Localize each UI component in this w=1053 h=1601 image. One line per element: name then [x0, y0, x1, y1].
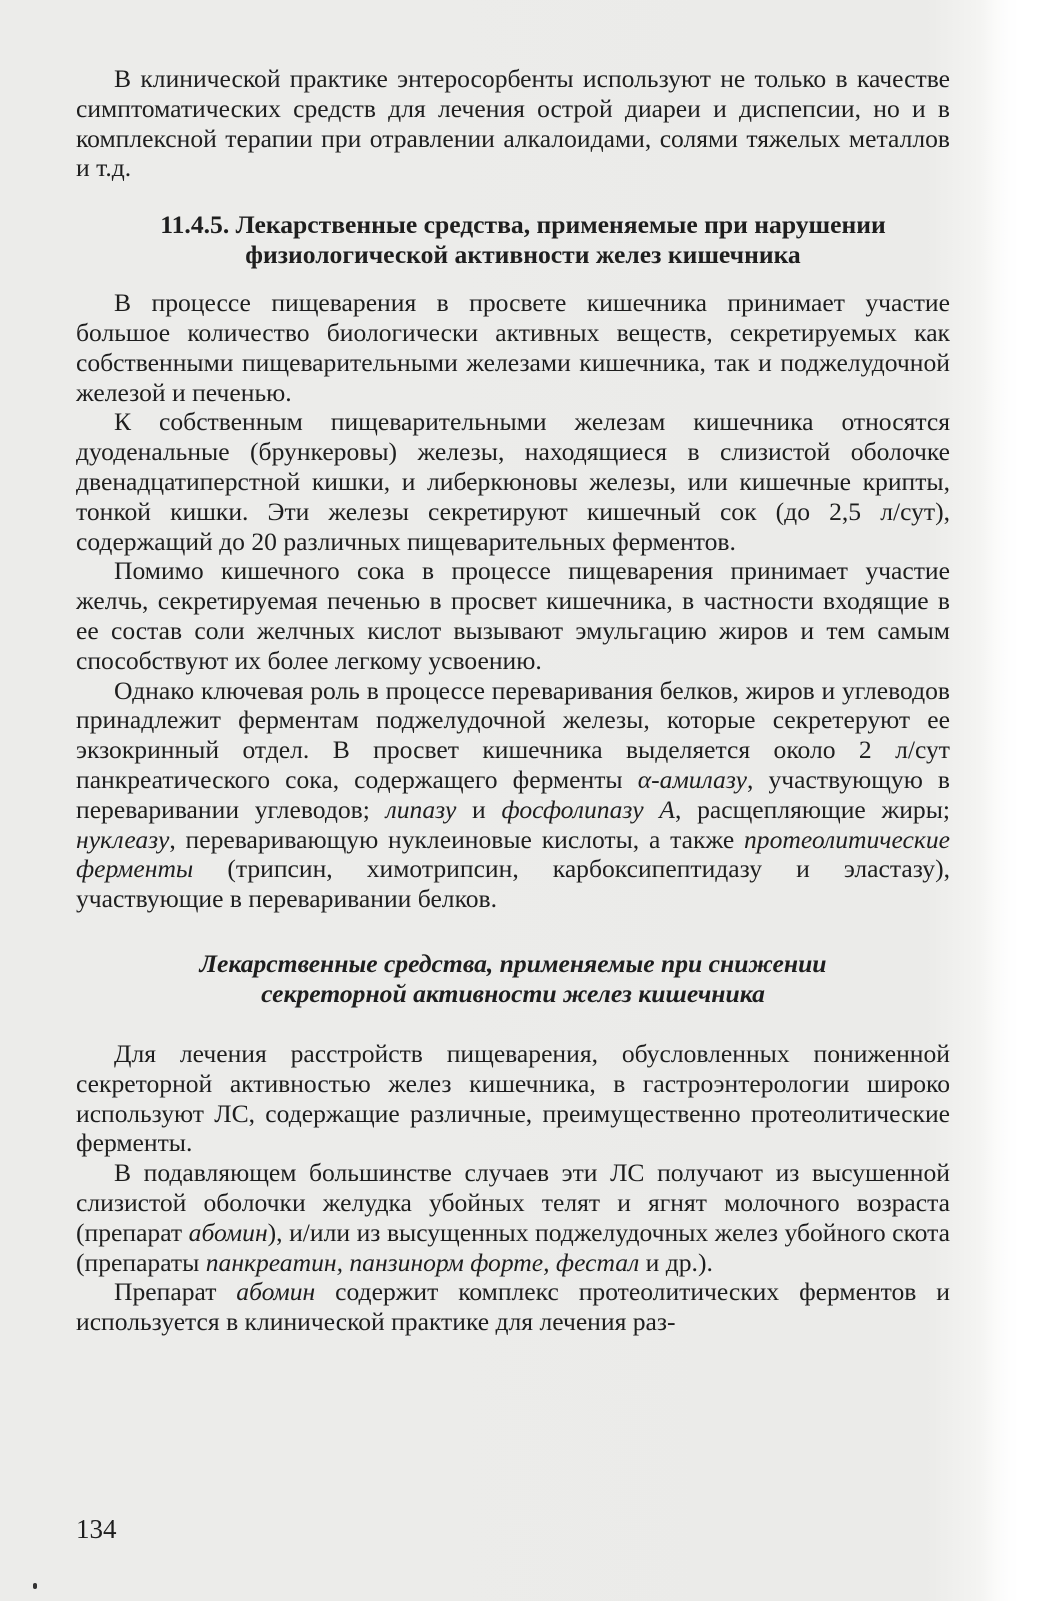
- page-number: 134: [76, 1514, 117, 1544]
- text-run: и др.).: [639, 1247, 713, 1277]
- text-run: ), и/или из высущенных поджелудочных желез убойного скота (препараты: [76, 1217, 950, 1277]
- subsection-heading-line-2: секреторной активности желез кишечника: [261, 978, 765, 1008]
- page-text-block: [76, 64, 950, 1337]
- page-spine-shadow: [983, 0, 1053, 1601]
- text-run: , переваривающую нуклеиновые кислоты, а также: [169, 824, 744, 854]
- paragraph-intestinal-glands: К собственным пищеварительными железам кишечника относятся дуоденальные (брункеровы) железы, находящиеся в слизистой оболочке двенадцатиперстной кишки, и либеркюновы железы, или кишечные крипты, тонкой кишки. Эти железы секретируют кишечный сок (до 2,5 л/сут), содержащий до 20 различных пищеварительных ферментов.: [76, 407, 950, 556]
- term-proteolytic-enzymes: протеолитические ферменты: [76, 824, 950, 884]
- text-run: , участвующую в переваривании углеводов;: [76, 764, 950, 824]
- paragraph-pancreatic-enzymes: [76, 676, 950, 914]
- term-phospholipase: фосфолипазу А: [501, 794, 675, 824]
- text-run: В подавляющем большинстве случаев эти ЛС получают из высушенной слизистой оболочки желудка убойных телят и ягнят молочного возраста (препарат: [76, 1158, 950, 1247]
- paragraph-abomin: [76, 1277, 950, 1337]
- paragraph-sources: [76, 1158, 950, 1277]
- term-lipase: липазу: [385, 794, 457, 824]
- section-heading-line-1: 11.4.5. Лекарственные средства, применяемые при нарушении: [160, 210, 886, 240]
- text-run: Препарат: [114, 1277, 237, 1307]
- term-drug-names: панкреатин, панзинорм форте, фестал: [205, 1247, 640, 1277]
- subsection-heading: [76, 949, 950, 1009]
- term-abomin: абомин: [236, 1277, 316, 1307]
- text-run: , расщепляющие жиры;: [674, 794, 950, 824]
- paragraph-enterosorbents: В клинической практике энтеросорбенты используют не только в качестве симптоматических средств для лечения острой диареи и диспепсии, но и в комплексной терапии при отравлении алкалоидами, солями тяжелых металлов и т.д.: [76, 64, 950, 183]
- text-run: Однако ключевая роль в процессе переваривания белков, жиров и углеводов принадлежит ферментам поджелудочной железы, которые секретеруют ее экзокринный отдел. В просвет кишечника выделяется около 2 л/сут панкреатического сока, содержащего ферменты: [76, 675, 950, 794]
- section-heading-line-2: физиологической активности желез кишечника: [245, 240, 801, 270]
- subsection-heading-line-1: Лекарственные средства, применяемые при снижении: [199, 948, 827, 978]
- term-nuclease: нуклеазу: [76, 824, 170, 854]
- text-run: и: [456, 794, 502, 824]
- text-run: (трипсин, химотрипсин, карбоксипептидазу и эластазу), участвующие в переваривании белков.: [76, 854, 950, 914]
- paragraph-treatment: Для лечения расстройств пищеварения, обусловленных пониженной секреторной активностью желез кишечника, в гастроэнтерологии широко используют ЛС, содержащие различные, преимущественно протеолитические ферменты.: [76, 1038, 950, 1158]
- term-alpha-amylase: α-амилазу: [637, 764, 748, 794]
- text-run: содержит комплекс протеолитических ферментов и используется в клинической практике для лечения раз-: [76, 1277, 950, 1337]
- paragraph-bile: Помимо кишечного сока в процессе пищеварения принимает участие желчь, секретируемая печенью в просвет кишечника, в частности входящие в ее состав соли желчных кислот вызывают эмульгацию жиров и тем самым способствуют их более легкому усвоению.: [76, 556, 950, 675]
- term-abomin: абомин: [188, 1217, 268, 1247]
- scan-speck: [33, 1583, 37, 1589]
- section-heading: [76, 210, 950, 270]
- paragraph-digestion-intro: В процессе пищеварения в просвете кишечника принимает участие большое количество биологически активных веществ, секретируемых как собственными пищеварительными железами кишечника, так и поджелудочной железой и печенью.: [76, 288, 950, 407]
